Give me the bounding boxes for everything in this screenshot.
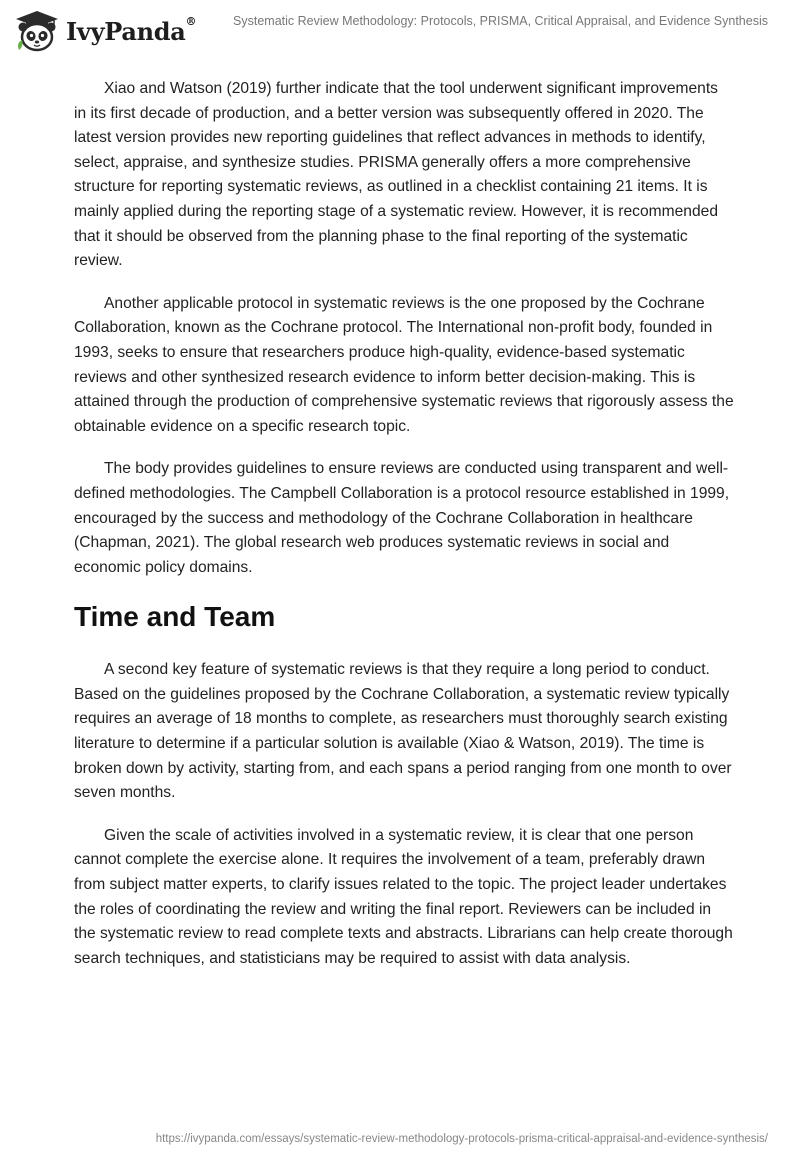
page-header: [0, 0, 800, 60]
document-title: Systematic Review Methodology: Protocols, PRISMA, Critical Appraisal, and Evidence Synthesis: [233, 14, 768, 28]
panda-graduate-icon: [12, 10, 62, 52]
paragraph: A second key feature of systematic reviews is that they require a long period to conduct. Based on the guidelines proposed by the Cochrane Collaboration, a systematic review typically requires an average of 18 months to complete, as researchers must thoroughly search existing literature to determine if a particular solution is available (Xiao & Watson, 2019). The time is broken down by activity, starting from, and each spans a period ranging from one month to over seven months.: [74, 661, 732, 802]
paragraph: Another applicable protocol in systematic reviews is the one proposed by the Cochrane Collaboration, known as the Cochrane protocol. The International non-profit body, founded in 1993, seeks to ensure that researchers produce high-quality, evidence-based systematic reviews and other synthesized research evidence to inform better decision-making. This is attained through the production of comprehensive systematic reviews that rigorously assess the obtainable evidence on a specific research topic.: [74, 294, 734, 435]
source-url[interactable]: https://ivypanda.com/essays/systematic-review-methodology-protocols-prisma-critical-appraisal-and-evidence-synthesis/: [155, 1133, 768, 1145]
paragraph: Given the scale of activities involved in a systematic review, it is clear that one person cannot complete the exercise alone. It requires the involvement of a team, preferably drawn from subject matter experts, to clarify issues related to the topic. The project leader undertakes the roles of coordinating the review and writing the final report. Reviewers can be included in the systematic review to read complete texts and abstracts. Librarians can help create thorough search techniques, and statisticians may be required to assist with data analysis.: [74, 826, 733, 967]
brand-name: IvyPanda®: [66, 14, 197, 46]
article-body: [74, 77, 734, 989]
paragraph: The body provides guidelines to ensure reviews are conducted using transparent and well-defined methodologies. The Campbell Collaboration is a protocol resource established in 1999, encouraged by the success and methodology of the Cochrane Collaboration in healthcare (Chapman, 2021). The global research web produces systematic reviews in social and economic policy domains.: [74, 460, 730, 576]
ivypanda-logo[interactable]: [12, 10, 196, 52]
section-heading: Time and Team: [74, 601, 276, 633]
paragraph: Xiao and Watson (2019) further indicate that the tool underwent significant improvements in its first decade of production, and a better version was subsequently offered in 2020. The latest version provides new reporting guidelines that reflect advances in methods to identify, select, appraise, and synthesize studies. PRISMA generally offers a more comprehensive structure for reporting systematic reviews, as outlined in a checklist containing 21 items. It is mainly applied during the reporting stage of a systematic review. However, it is recommended that it should be observed from the planning phase to the final reporting of the systematic review.: [74, 80, 718, 270]
